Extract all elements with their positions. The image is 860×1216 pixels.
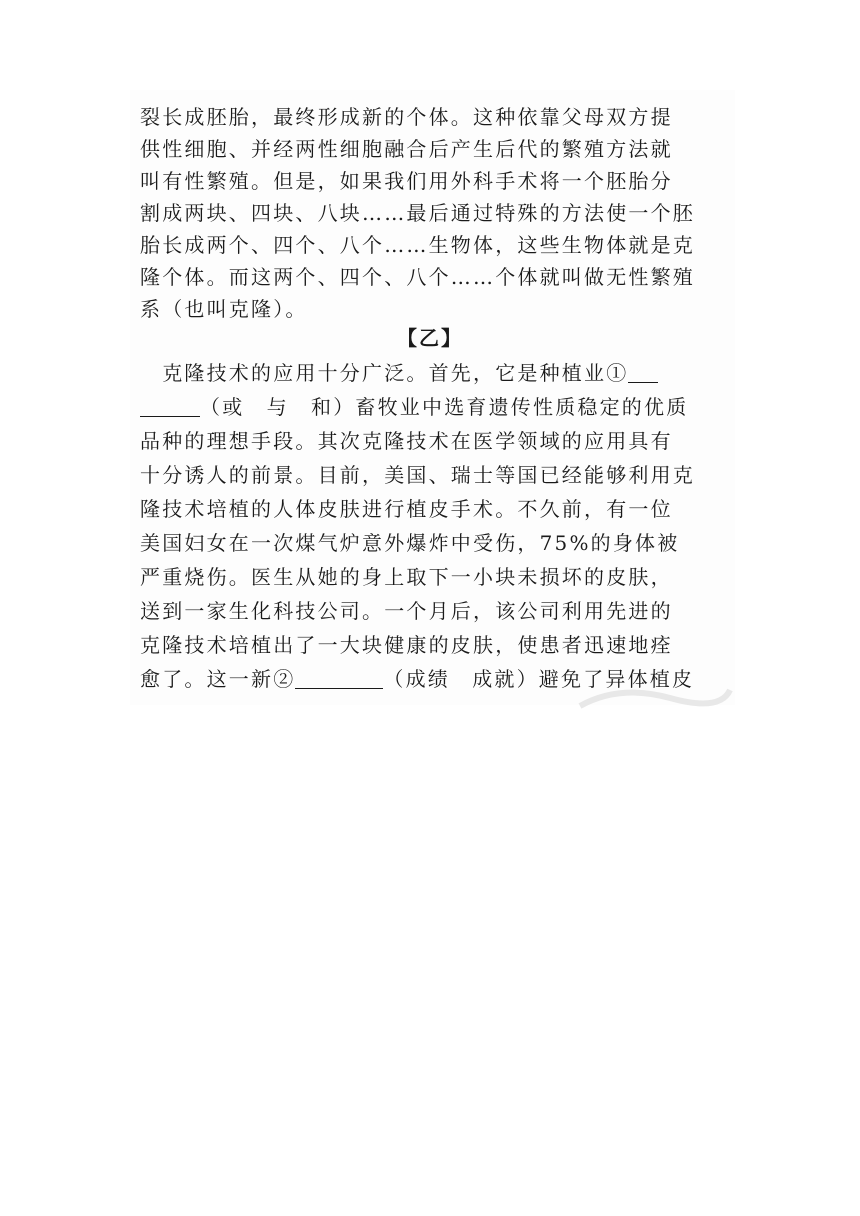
text-line: 隆个体。而这两个、四个、八个……个体就叫做无性繁殖 bbox=[140, 265, 695, 289]
watermark bbox=[560, 680, 740, 710]
text-segment: 克隆技术的应用十分广泛。首先，它是种植业① bbox=[140, 361, 629, 385]
text-line: 割成两块、四块、八块……最后通过特殊的方法使一个胚 bbox=[140, 201, 695, 225]
answer-blank-2[interactable] bbox=[295, 668, 383, 689]
watermark-shape bbox=[560, 680, 740, 710]
text-line: 送到一家生化科技公司。一个月后，该公司利用先进的 bbox=[140, 599, 673, 623]
text-line: 叫有性繁殖。但是，如果我们用外科手术将一个胚胎分 bbox=[140, 169, 673, 193]
text-line: 十分诱人的前景。目前，美国、瑞士等国已经能够利用克 bbox=[140, 463, 695, 487]
text-line: 隆技术培植的人体皮肤进行植皮手术。不久前，有一位 bbox=[140, 497, 673, 521]
text-segment: （或 与 和）畜牧业中选育遗传性质稳定的优质 bbox=[200, 395, 689, 419]
text-segment: （成绩 成就）避免了异体植皮 bbox=[383, 667, 695, 691]
text-line: 胎长成两个、四个、八个……生物体，这些生物体就是克 bbox=[140, 233, 695, 257]
text-segment: 愈了。这一新② bbox=[140, 667, 296, 691]
text-line: 严重烧伤。医生从她的身上取下一小块未损坏的皮肤， bbox=[140, 565, 673, 589]
text-line bbox=[140, 392, 735, 422]
text-line: 克隆技术培植出了一大块健康的皮肤，使患者迅速地痊 bbox=[140, 633, 673, 657]
text-line: 美国妇女在一次煤气炉意外爆炸中受伤，75%的身体被 bbox=[140, 531, 680, 555]
text-line: 裂长成胚胎，最终形成新的个体。这种依靠父母双方提 bbox=[140, 105, 673, 129]
answer-blank-1b[interactable] bbox=[140, 396, 200, 417]
text-line: 供性细胞、并经两性细胞融合后产生后代的繁殖方法就 bbox=[140, 137, 673, 161]
section-title: 【乙】 bbox=[397, 326, 463, 350]
text-line bbox=[140, 358, 735, 388]
text-line: 系（也叫克隆）。 bbox=[140, 297, 308, 321]
answer-blank-1a[interactable] bbox=[628, 362, 658, 383]
text-line: 品种的理想手段。其次克隆技术在医学领域的应用具有 bbox=[140, 429, 673, 453]
